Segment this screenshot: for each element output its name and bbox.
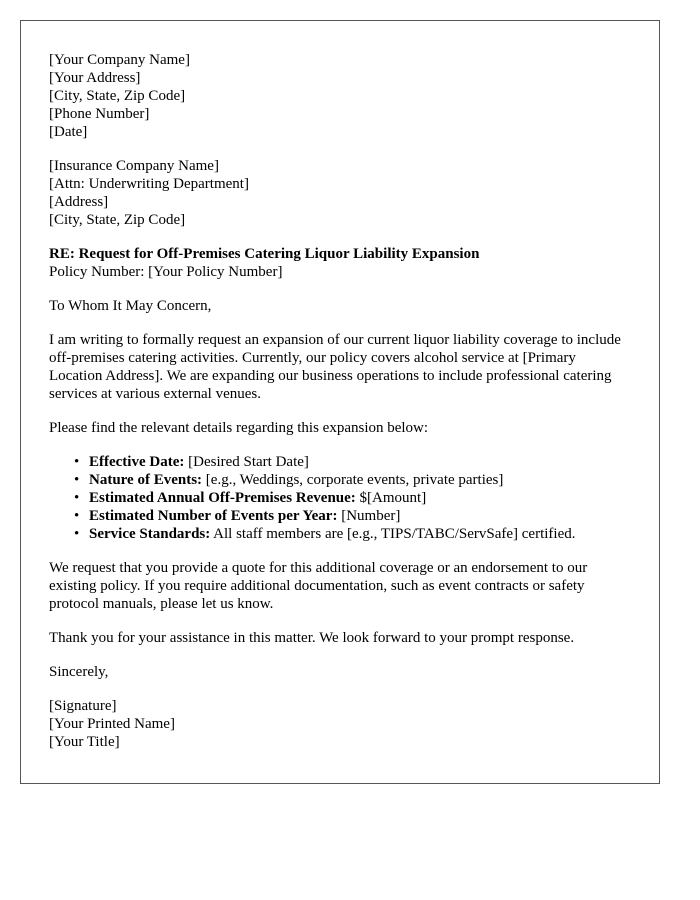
- recipient-block: [49, 157, 631, 229]
- closing-sign-off: Sincerely,: [49, 664, 109, 680]
- list-item: [74, 453, 631, 471]
- body-paragraph-4: Thank you for your assistance in this matter. We look forward to your prompt response.: [49, 630, 575, 646]
- recipient-company-name: [Insurance Company Name]: [49, 158, 219, 174]
- detail-value: [Desired Start Date]: [184, 454, 309, 470]
- subject-block: [49, 245, 631, 281]
- sender-date: [Date]: [49, 124, 88, 140]
- detail-label: Service Standards:: [89, 526, 211, 542]
- bullet-icon: •: [74, 508, 80, 524]
- letter-page: [20, 20, 660, 784]
- sender-block: [49, 51, 631, 141]
- bullet-icon: •: [74, 526, 80, 542]
- recipient-city-state-zip: [City, State, Zip Code]: [49, 212, 186, 228]
- details-list: [49, 453, 631, 543]
- policy-number-line: Policy Number: [Your Policy Number]: [49, 264, 283, 280]
- detail-value: [e.g., Weddings, corporate events, private parties]: [202, 472, 504, 488]
- detail-value: All staff members are [e.g., TIPS/TABC/ServSafe] certified.: [210, 526, 576, 542]
- subject-re-line: RE: Request for Off-Premises Catering Liquor Liability Expansion: [49, 246, 480, 262]
- salutation: To Whom It May Concern,: [49, 298, 212, 314]
- detail-label: Nature of Events:: [89, 472, 203, 488]
- printed-name: [Your Printed Name]: [49, 716, 175, 732]
- body-paragraph-2: Please find the relevant details regarding this expansion below:: [49, 420, 429, 436]
- detail-label: Estimated Number of Events per Year:: [89, 508, 338, 524]
- detail-label: Estimated Annual Off-Premises Revenue:: [89, 490, 356, 506]
- bullet-icon: •: [74, 472, 80, 488]
- detail-value: [Number]: [337, 508, 401, 524]
- sender-city-state-zip: [City, State, Zip Code]: [49, 88, 186, 104]
- detail-value: $[Amount]: [355, 490, 427, 506]
- recipient-attn: [Attn: Underwriting Department]: [49, 176, 249, 192]
- body-paragraph-3: We request that you provide a quote for this additional coverage or an endorsement to our existing policy. If you require additional documentation, such as event contracts or safety protocol manuals, please let us know.: [49, 560, 588, 612]
- signature: [Signature]: [49, 698, 117, 714]
- recipient-address: [Address]: [49, 194, 109, 210]
- sender-company-name: [Your Company Name]: [49, 52, 190, 68]
- bullet-icon: •: [74, 490, 80, 506]
- signature-block: [49, 697, 631, 751]
- detail-label: Effective Date:: [89, 454, 185, 470]
- body-paragraph-1: I am writing to formally request an expansion of our current liquor liability coverage to include off-premises catering activities. Currently, our policy covers alcohol service at [Primary Location Address]. We are expanding our business operations to include professional catering services at various external venues.: [49, 332, 621, 402]
- list-item: [74, 471, 631, 489]
- sender-title: [Your Title]: [49, 734, 120, 750]
- sender-phone: [Phone Number]: [49, 106, 150, 122]
- bullet-icon: •: [74, 454, 80, 470]
- list-item: [74, 525, 631, 543]
- sender-address: [Your Address]: [49, 70, 141, 86]
- list-item: [74, 489, 631, 507]
- list-item: [74, 507, 631, 525]
